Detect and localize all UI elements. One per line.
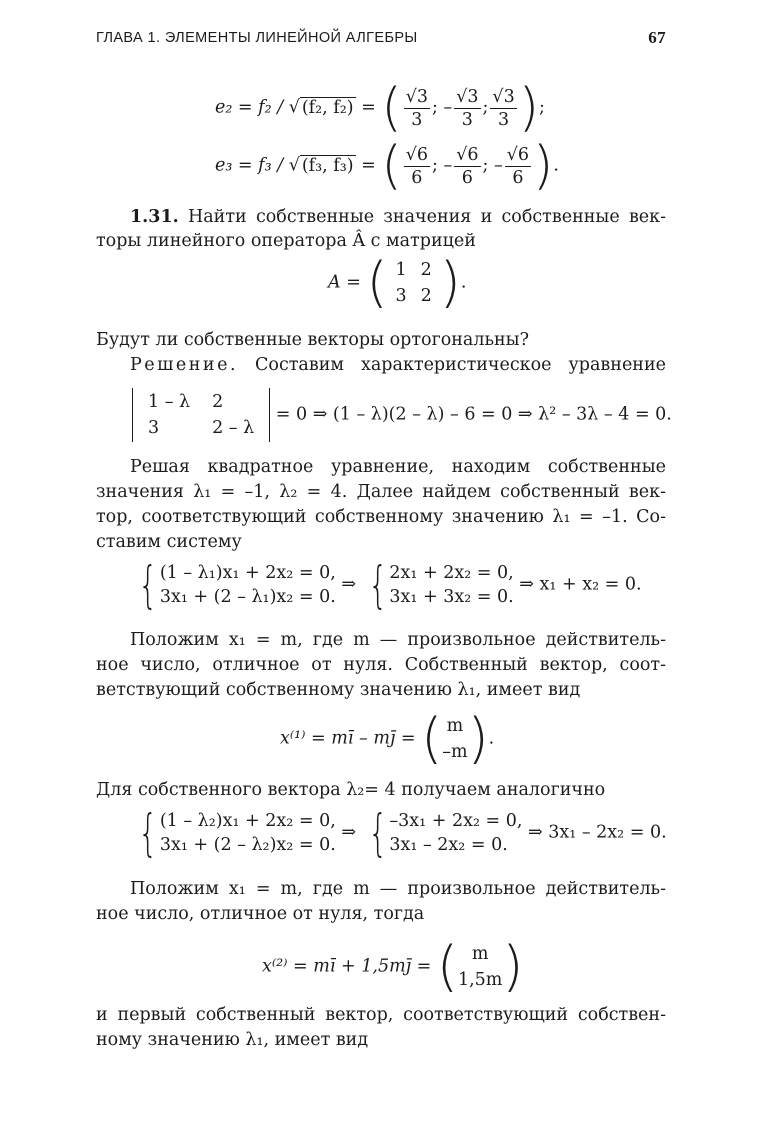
sqrt-symbol: √ [288,155,300,176]
sqrt-symbol: √ [288,97,300,118]
brace-icon: { [138,556,158,614]
eigenvector-1: x⁽¹⁾ = mī – mj̄ = ( m –m ). [280,707,495,770]
text-line-10: ное число, отличное от нуля. Собственный вектор, соот- [96,655,666,675]
text-line-12: Для собственного вектора λ₂= 4 получаем аналогично [96,780,606,800]
equation-e2: e₂ = f₂ / √ (f₂, f₂) = ( $\frac{√3}{3}$ ; – $\frac{√3}{3}$ ; $\frac{√3}{3}$ ); [215,78,545,138]
text-line-5: Решая квадратное уравнение, находим собственные [130,457,666,477]
solution-label: Решение. [130,355,239,375]
problem-line-1: 1.31. Найти собственные значения и собственные век- [130,207,666,227]
determinant: 1 – λ 2 3 2 – λ [132,388,270,442]
right-paren: ) [533,136,554,196]
characteristic-equation: 1 – λ 2 3 2 – λ = 0 ⇒ (1 – λ)(2 – λ) – 6 = 0 ⇒ λ² – 3λ – 4 = 0. [132,388,672,442]
left-paren: ( [381,78,402,138]
text-line-13: Положим x₁ = m, где m — произвольное действитель- [130,879,666,899]
brace-icon: { [138,804,158,862]
brace-icon: { [367,804,388,862]
page-number: 67 [648,28,666,47]
chapter-title: ГЛАВА 1. ЭЛЕМЕНТЫ ЛИНЕЙНОЙ АЛГЕБРЫ [96,30,418,46]
equation-e3: e₃ = f₃ / √ (f₃, f₃) = ( $\frac{√6}{6}$ ; – $\frac{√6}{6}$ ; – $\frac{√6}{6}$ ). [215,136,559,196]
text-line-6: значения λ₁ = –1, λ₂ = 4. Далее найдем собственный век- [96,482,666,502]
problem-line-2: торы линейного оператора Â с матрицей [96,231,476,251]
text-line-14: ное число, отличное от нуля, тогда [96,904,425,924]
left-paren: ( [381,136,402,196]
text-line-8: ставим систему [96,532,242,552]
text-line-16: ному значению λ₁, имеет вид [96,1030,369,1050]
matrix-A: A = ( 1 2 3 2 ). [328,251,467,314]
right-paren: ) [518,78,540,138]
running-header [96,30,666,54]
text-line-7: тор, соответствующий собственному значению λ₁ = –1. Со- [96,507,666,527]
text-line-15: и первый собственный вектор, соответствующий собствен- [96,1005,666,1025]
problem-number: 1.31. [130,207,179,227]
text-line-11: ветствующий собственному значению λ₁, имеет вид [96,680,581,700]
solution-line: Решение. Составим характеристическое уравнение [130,355,666,375]
system-2: { (1 – λ₂)x₁ + 2x₂ = 0, 3x₁ + (2 – λ₂)x₂ = 0. ⇒ { –3x₁ + 2x₂ = 0, 3x₁ – 2x₂ = 0. ⇒ 3x₁ – 2x₂ = 0. [138,804,667,862]
eigenvector-2: x⁽²⁾ = mī + 1,5mj̄ = ( m 1,5m ) [262,935,524,998]
text-line-9: Положим x₁ = m, где m — произвольное действитель- [130,630,666,650]
question-line: Будут ли собственные векторы ортогональны? [96,330,529,350]
brace-icon: { [367,556,388,614]
system-1: { (1 – λ₁)x₁ + 2x₂ = 0, 3x₁ + (2 – λ₁)x₂ = 0. ⇒ { 2x₁ + 2x₂ = 0, 3x₁ + 3x₂ = 0. ⇒ x₁ + x₂ = 0. [138,556,642,614]
